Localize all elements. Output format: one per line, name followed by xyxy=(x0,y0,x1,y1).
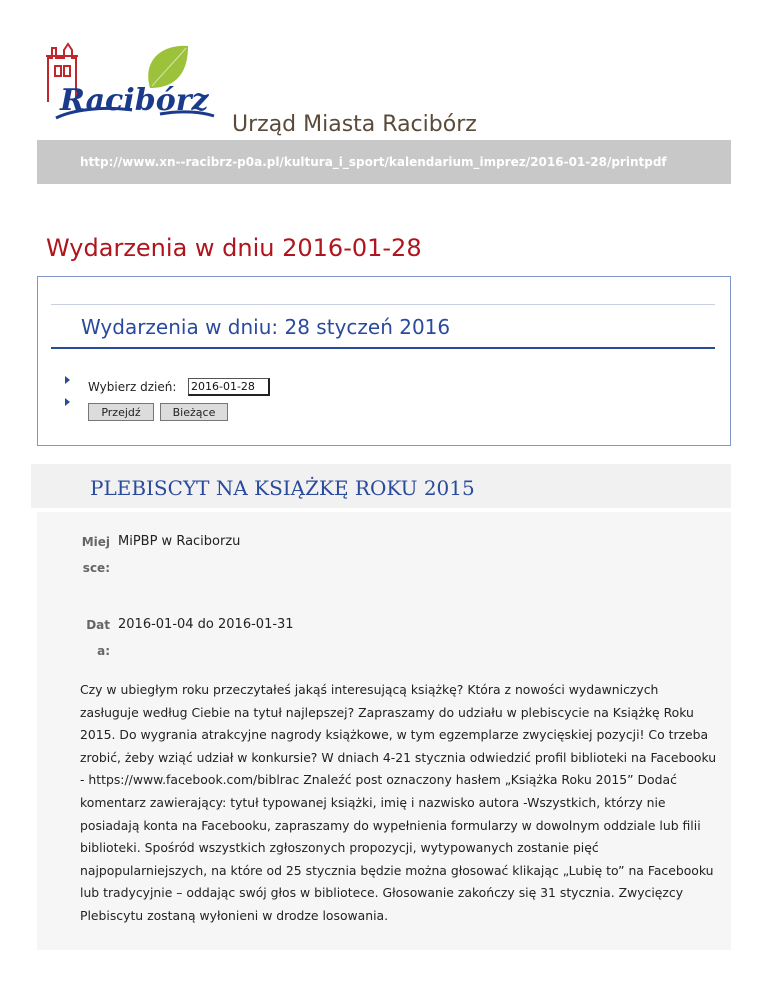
pick-day-label: Wybierz dzień: xyxy=(88,380,177,394)
bullet-icon xyxy=(65,398,70,406)
current-button[interactable]: Bieżące xyxy=(160,403,228,421)
event-header xyxy=(31,464,731,508)
place-label: Miejsce: xyxy=(81,535,110,575)
calendar-panel xyxy=(37,276,731,446)
date-label: Data: xyxy=(86,618,110,658)
date-value: 2016-01-04 do 2016-01-31 xyxy=(118,617,294,632)
bullet-icon xyxy=(65,376,70,384)
racibórz-logo xyxy=(42,40,220,140)
header xyxy=(0,0,768,140)
page-url[interactable]: http://www.xn--racibrz-p0a.pl/kultura_i_sport/kalendarium_imprez/2016-01-28/printpdf xyxy=(80,155,667,169)
calendar-heading: Wydarzenia w dniu: 28 styczeń 2016 xyxy=(81,315,451,339)
divider xyxy=(51,304,715,305)
site-title: Urząd Miasta Racibórz xyxy=(232,112,477,137)
logo-wordmark: Racibórz xyxy=(60,83,209,118)
place-value: MiPBP w Raciborzu xyxy=(118,534,241,549)
event-title[interactable]: PLEBISCYT NA KSIĄŻKĘ ROKU 2015 xyxy=(90,476,475,500)
heading-underline xyxy=(51,347,715,349)
page-title: Wydarzenia w dniu 2016-01-28 xyxy=(46,234,422,262)
event-details xyxy=(37,512,731,950)
url-bar xyxy=(37,140,731,184)
go-button[interactable]: Przejdź xyxy=(88,403,154,421)
event-description: Czy w ubiegłym roku przeczytałeś jakąś interesującą książkę? Która z nowości wydawniczych zasługuje według Ciebie na tytuł najlepszej? Zapraszamy do udziału w plebiscycie na Książkę Roku 2015. Do wygrania atrakcyjne nagrody książkowe, w tym egzemplarze zwycięskiej pozycji! Co trzeba zrobić, żeby wziąć udział w konkursie? W dniach 4-21 stycznia odwiedzić profil biblioteki na Facebooku - https://www.facebook.com/biblrac Znaleźć post oznaczony hasłem „Książka Roku 2015” Dodać komentarz zawierający: tytuł typowanej książki, imię i nazwisko autora -Wszystkich, którzy nie posiadają konta na Facebooku, zapraszamy do wypełnienia formularzy w dowolnym oddziale lub filii biblioteki. Spośród wszystkich zgłoszonych propozycji, wytypowanych zostanie pięć najpopularniejszych, na które od 25 stycznia będzie można głosować klikając „Lubię to” na Facebooku lub tradycyjnie – oddając swój głos w bibliotece. Głosowanie zakończy się 31 stycznia. Zwycięzcy Plebiscytu zostaną wyłonieni w drodze losowania. xyxy=(80,682,717,923)
date-input[interactable] xyxy=(188,378,270,396)
